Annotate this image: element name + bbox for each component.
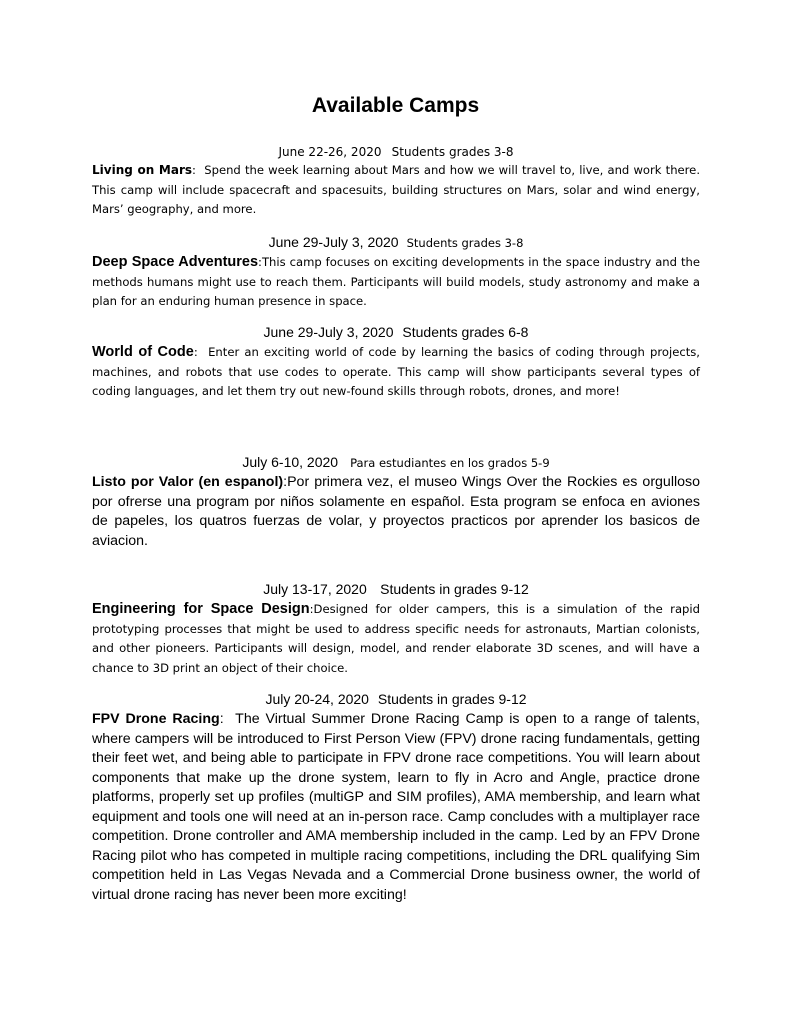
camp-name: FPV Drone Racing <box>92 711 220 727</box>
camp-description-block <box>92 600 700 678</box>
camp-listo-por-valor <box>92 454 700 551</box>
camp-description: Designed for older campers, this is a simulation of the rapid prototyping processes that might be used to address specific needs for astronauts, Martian colonists, and other pioneers. Participants will design, model, and render elaborate 3D scenes, and will have a chance to 3D print an object of their choice. <box>92 602 700 675</box>
camp-name-separator: : <box>219 711 236 727</box>
camp-name: Listo por Valor (en espanol) <box>92 474 284 490</box>
camp-name-separator: : <box>192 163 205 177</box>
camp-description-block <box>92 710 700 905</box>
camp-name-separator: : <box>283 474 288 490</box>
camp-date-line <box>92 324 700 342</box>
page-title: Available Camps <box>311 94 480 117</box>
camp-world-of-code <box>92 324 700 402</box>
camp-grades: Students in grades 9-12 <box>380 581 529 597</box>
camp-name-separator: : <box>193 345 209 359</box>
camp-description-block <box>92 253 700 312</box>
camp-date: June 29-July 3, 2020 <box>268 234 399 250</box>
camp-date-line <box>92 454 700 472</box>
camp-date-line <box>92 234 700 252</box>
camp-date-line <box>92 691 700 709</box>
camp-date-line <box>92 141 700 160</box>
camp-description: The Virtual Summer Drone Racing Camp is open to a range of talents, where campers will be introduced to First Person View (FPV) drone racing fundamentals, getting their feet wet, and being able to participate in FPV drone race competitions. You will learn about components that make up the drone system, learn to fly in Acro and Angle, practice drone platforms, properly set up profiles (multiGP and SIM profiles), AMA membership, and learn what equipment and tools one will need at an in-person race. Camp concludes with a multiplayer race competition. Drone controller and AMA membership included in the camp. Led by an FPV Drone Racing pilot who has competed in multiple racing competitions, including the DRL qualifying Sim competition held in Las Vegas Nevada and a Commercial Drone business owner, the world of virtual drone racing has never been more exciting! <box>92 711 700 903</box>
camp-grades: Students grades 6-8 <box>402 324 529 340</box>
camp-date: June 29-July 3, 2020 <box>263 324 394 340</box>
camp-description: This camp focuses on exciting developments in the space industry and the methods humans might use to reach them. Participants will build models, study astronomy and make a plan for an enduring human presence in space. <box>92 255 701 308</box>
camp-name-separator: : <box>309 602 314 616</box>
camp-grades: Para estudiantes en los grados 5-9 <box>350 456 550 470</box>
camp-grades: Students in grades 9-12 <box>377 691 527 707</box>
camp-fpv-drone-racing <box>92 691 700 905</box>
camp-engineering-for-space-design <box>92 581 700 678</box>
camp-living-on-mars <box>92 141 700 220</box>
camp-grades: Students grades 3-8 <box>391 145 514 159</box>
camp-date: July 6-10, 2020 <box>242 454 339 470</box>
camp-deep-space-adventures <box>92 234 700 312</box>
camp-date: June 22-26, 2020 <box>278 145 382 159</box>
camp-description: Spend the week learning about Mars and how we will travel to, live, and work there. This camp will include spacecraft and spacesuits, building structures on Mars, solar and wind energy, Mars’ geography, and more. <box>92 163 701 216</box>
camp-date-line <box>92 581 700 599</box>
camp-date: July 13-17, 2020 <box>263 581 367 597</box>
camp-description-block <box>92 343 700 402</box>
camp-description: Por primera vez, el museo Wings Over the Rockies es orgulloso por ofrerse una program por niños solamente en español. Esta program se enfoca en aviones de papeles, los quatros fuerzas de volar, y proyectos practicos por aprender los basicos de aviacion. <box>92 474 700 549</box>
camp-name: Living on Mars <box>92 163 193 177</box>
camp-name: World of Code <box>92 344 194 360</box>
camp-name: Engineering for Space Design <box>92 601 310 617</box>
camp-description-block <box>92 473 700 551</box>
camp-name: Deep Space Adventures <box>92 254 259 270</box>
camp-description-block <box>92 161 700 220</box>
camp-name-separator: : <box>258 255 262 269</box>
camp-description: Enter an exciting world of code by learning the basics of coding through projects, machines, and robots that use codes to operate. This camp will show participants several types of coding languages, and let them try out new-found skills through robots, drones, and more! <box>92 345 700 398</box>
camp-date: July 20-24, 2020 <box>265 691 369 707</box>
camp-grades: Students grades 3-8 <box>406 236 524 250</box>
